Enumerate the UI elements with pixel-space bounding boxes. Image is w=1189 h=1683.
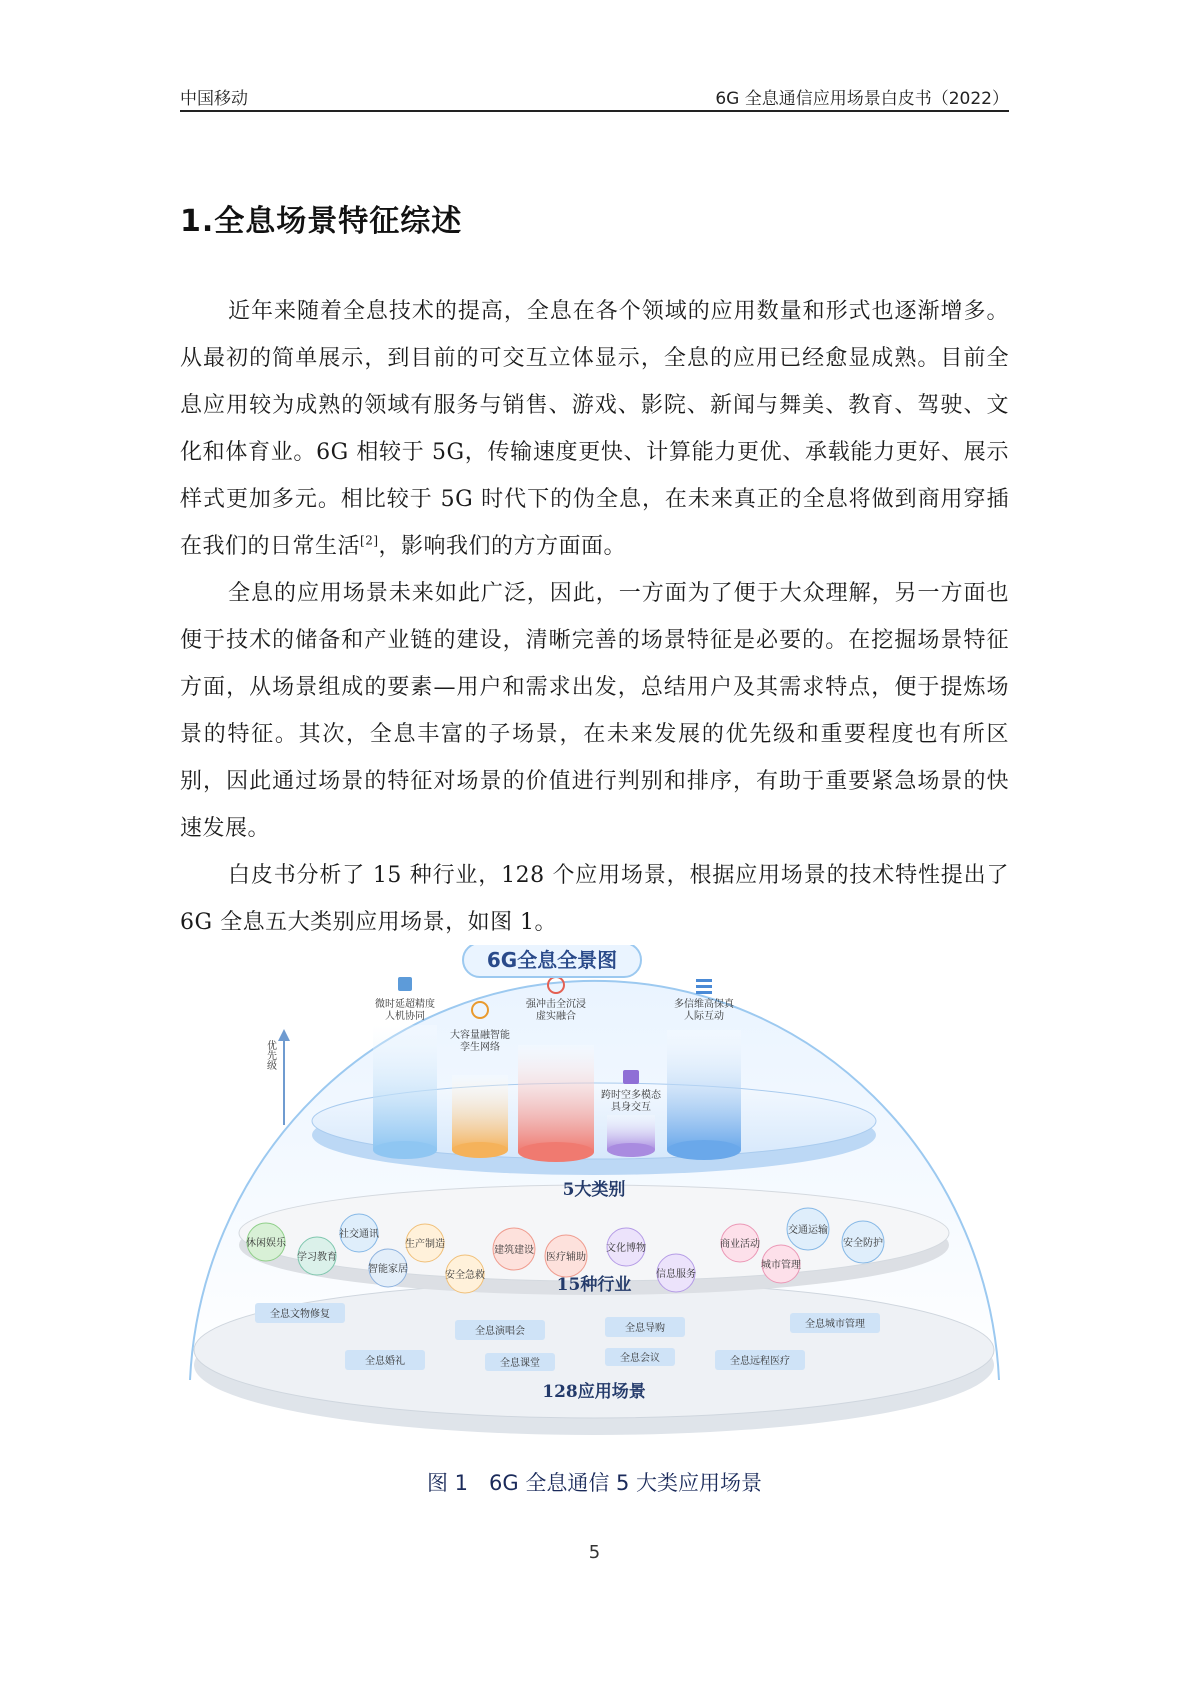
category-label-line2: 人机协同 xyxy=(385,1011,425,1022)
column-base xyxy=(518,1142,594,1162)
industry-circle xyxy=(606,1228,646,1266)
priority-axis-label: 优先级 xyxy=(264,1040,276,1070)
category-column xyxy=(518,977,594,1162)
reference-mark: [2] xyxy=(360,533,379,548)
category-label-line1: 强冲击全沉浸 xyxy=(526,999,586,1010)
scenario-label: 全息远程医疗 xyxy=(730,1356,790,1367)
industry-label: 交通运输 xyxy=(788,1225,828,1236)
layer-industries xyxy=(239,1185,949,1295)
category-label-line2: 人际互动 xyxy=(684,1011,724,1022)
paragraph-1 xyxy=(180,288,1009,570)
industry-circle xyxy=(720,1224,760,1262)
industry-label: 休闲娱乐 xyxy=(246,1238,286,1249)
header-left-text: 中国移动 xyxy=(180,89,248,109)
category-label-line1: 跨时空多模态 xyxy=(601,1090,661,1101)
industry-circle xyxy=(545,1235,587,1277)
figure-title-badge xyxy=(463,945,641,977)
figure-diagram xyxy=(180,945,1009,1455)
list-icon xyxy=(696,979,712,994)
category-label-line1: 大容量融智能 xyxy=(450,1030,510,1041)
layer-3-label: 128应用场景 xyxy=(542,1382,646,1402)
industry-circle xyxy=(842,1221,884,1263)
figure-caption: 图 1 6G 全息通信 5 大类应用场景 xyxy=(426,1471,763,1495)
section-title: 1.全息场景特征综述 xyxy=(180,204,463,239)
paragraph-1-tail: ，影响我们的方方面面。 xyxy=(378,534,627,559)
industry-label: 建筑建设 xyxy=(494,1245,534,1256)
layer-1-label: 5大类别 xyxy=(562,1180,626,1200)
paragraph-2: 全息的应用场景未来如此广泛，因此，一方面为了便于大众理解，另一方面也便于技术的储备和产业链的建设，清晰完善的场景特征是必要的。在挖掘场景特征方面，从场景组成的要素—用户和需求出发，总结用户及其需求特点，便于提炼场景的特征。其次，全息丰富的子场景，在未来发展的优先级和重要程度也有所区别，因此通过场景的特征对场景的价值进行判别和排序，有助于重要紧急场景的快速发展。 xyxy=(180,581,1009,841)
category-label-line2: 孪生网络 xyxy=(460,1042,500,1053)
industry-circle xyxy=(761,1245,801,1283)
scenario-label: 全息会议 xyxy=(620,1353,660,1364)
industry-label: 社交通讯 xyxy=(339,1229,379,1240)
header-rule xyxy=(180,110,1009,112)
industry-label: 信息服务 xyxy=(656,1269,696,1280)
header-right-text: 6G 全息通信应用场景白皮书（2022） xyxy=(715,89,1009,109)
industry-circle xyxy=(493,1228,535,1270)
column-base xyxy=(373,1141,437,1159)
category-label-line2: 具身交互 xyxy=(611,1102,651,1113)
monitor-icon xyxy=(398,977,412,991)
scenario-label: 全息婚礼 xyxy=(365,1356,405,1367)
industry-circle xyxy=(656,1254,696,1292)
column-base xyxy=(452,1142,508,1158)
column-body xyxy=(667,1030,741,1150)
scenario-label: 全息城市管理 xyxy=(805,1319,865,1330)
category-column xyxy=(667,979,741,1160)
layer-scenarios xyxy=(194,1282,994,1435)
industry-circle xyxy=(405,1224,445,1262)
cubes-icon xyxy=(623,1070,639,1084)
figure-title: 6G全息全景图 xyxy=(486,948,618,972)
industry-label: 学习教育 xyxy=(297,1252,337,1263)
industry-circle xyxy=(339,1214,379,1252)
figure-hologram-panorama xyxy=(180,945,1009,1455)
industry-circle xyxy=(297,1237,337,1275)
industry-circle xyxy=(787,1208,829,1250)
category-label-line2: 虚实融合 xyxy=(536,1011,576,1022)
scenario-label: 全息文物修复 xyxy=(270,1309,330,1320)
industry-label: 安全防护 xyxy=(843,1238,883,1249)
layer-2-label: 15种行业 xyxy=(556,1275,632,1295)
body-text xyxy=(180,288,1009,946)
industry-circle xyxy=(368,1249,408,1287)
column-base xyxy=(667,1140,741,1160)
paragraph-3: 白皮书分析了 15 种行业，128 个应用场景，根据应用场景的技术特性提出了 6G 全息五大类别应用场景，如图 1。 xyxy=(180,863,1009,935)
category-column xyxy=(373,977,437,1159)
column-body xyxy=(518,1045,594,1152)
column-base xyxy=(607,1143,655,1157)
category-label-line1: 微时延超精度 xyxy=(375,999,435,1010)
column-body xyxy=(452,1075,508,1150)
category-label-line1: 多信维高保真 xyxy=(674,999,734,1010)
priority-arrow-icon xyxy=(278,1029,290,1041)
page-header xyxy=(180,80,1009,112)
industry-label: 城市管理 xyxy=(761,1260,801,1271)
scenario-label: 全息课堂 xyxy=(500,1358,540,1369)
scenario-label: 全息演唱会 xyxy=(475,1326,525,1337)
industry-label: 文化博物 xyxy=(606,1243,646,1254)
scenario-label: 全息导购 xyxy=(625,1323,665,1334)
paragraph-1-text: 近年来随着全息技术的提高，全息在各个领域的应用数量和形式也逐渐增多。从最初的简单展示，到目前的可交互立体显示，全息的应用已经愈显成熟。目前全息应用较为成熟的领域有服务与销售、游戏、影院、新闻与舞美、教育、驾驶、文化和体育业。6G 相较于 5G，传输速度更快、计算能力更优、承载能力更好、展示样式更加多元。相比较于 5G 时代下的伪全息，在未来真正的全息将做到商用穿插在我们的日常生活 xyxy=(180,299,1009,559)
industry-label: 智能家居 xyxy=(368,1264,408,1275)
industry-circle xyxy=(445,1255,485,1293)
page-number: 5 xyxy=(588,1542,601,1563)
column-body xyxy=(373,1025,437,1150)
industry-label: 生产制造 xyxy=(405,1239,445,1250)
industry-label: 安全急救 xyxy=(445,1270,485,1281)
industry-label: 商业活动 xyxy=(720,1239,760,1250)
industry-label: 医疗辅助 xyxy=(546,1252,586,1263)
